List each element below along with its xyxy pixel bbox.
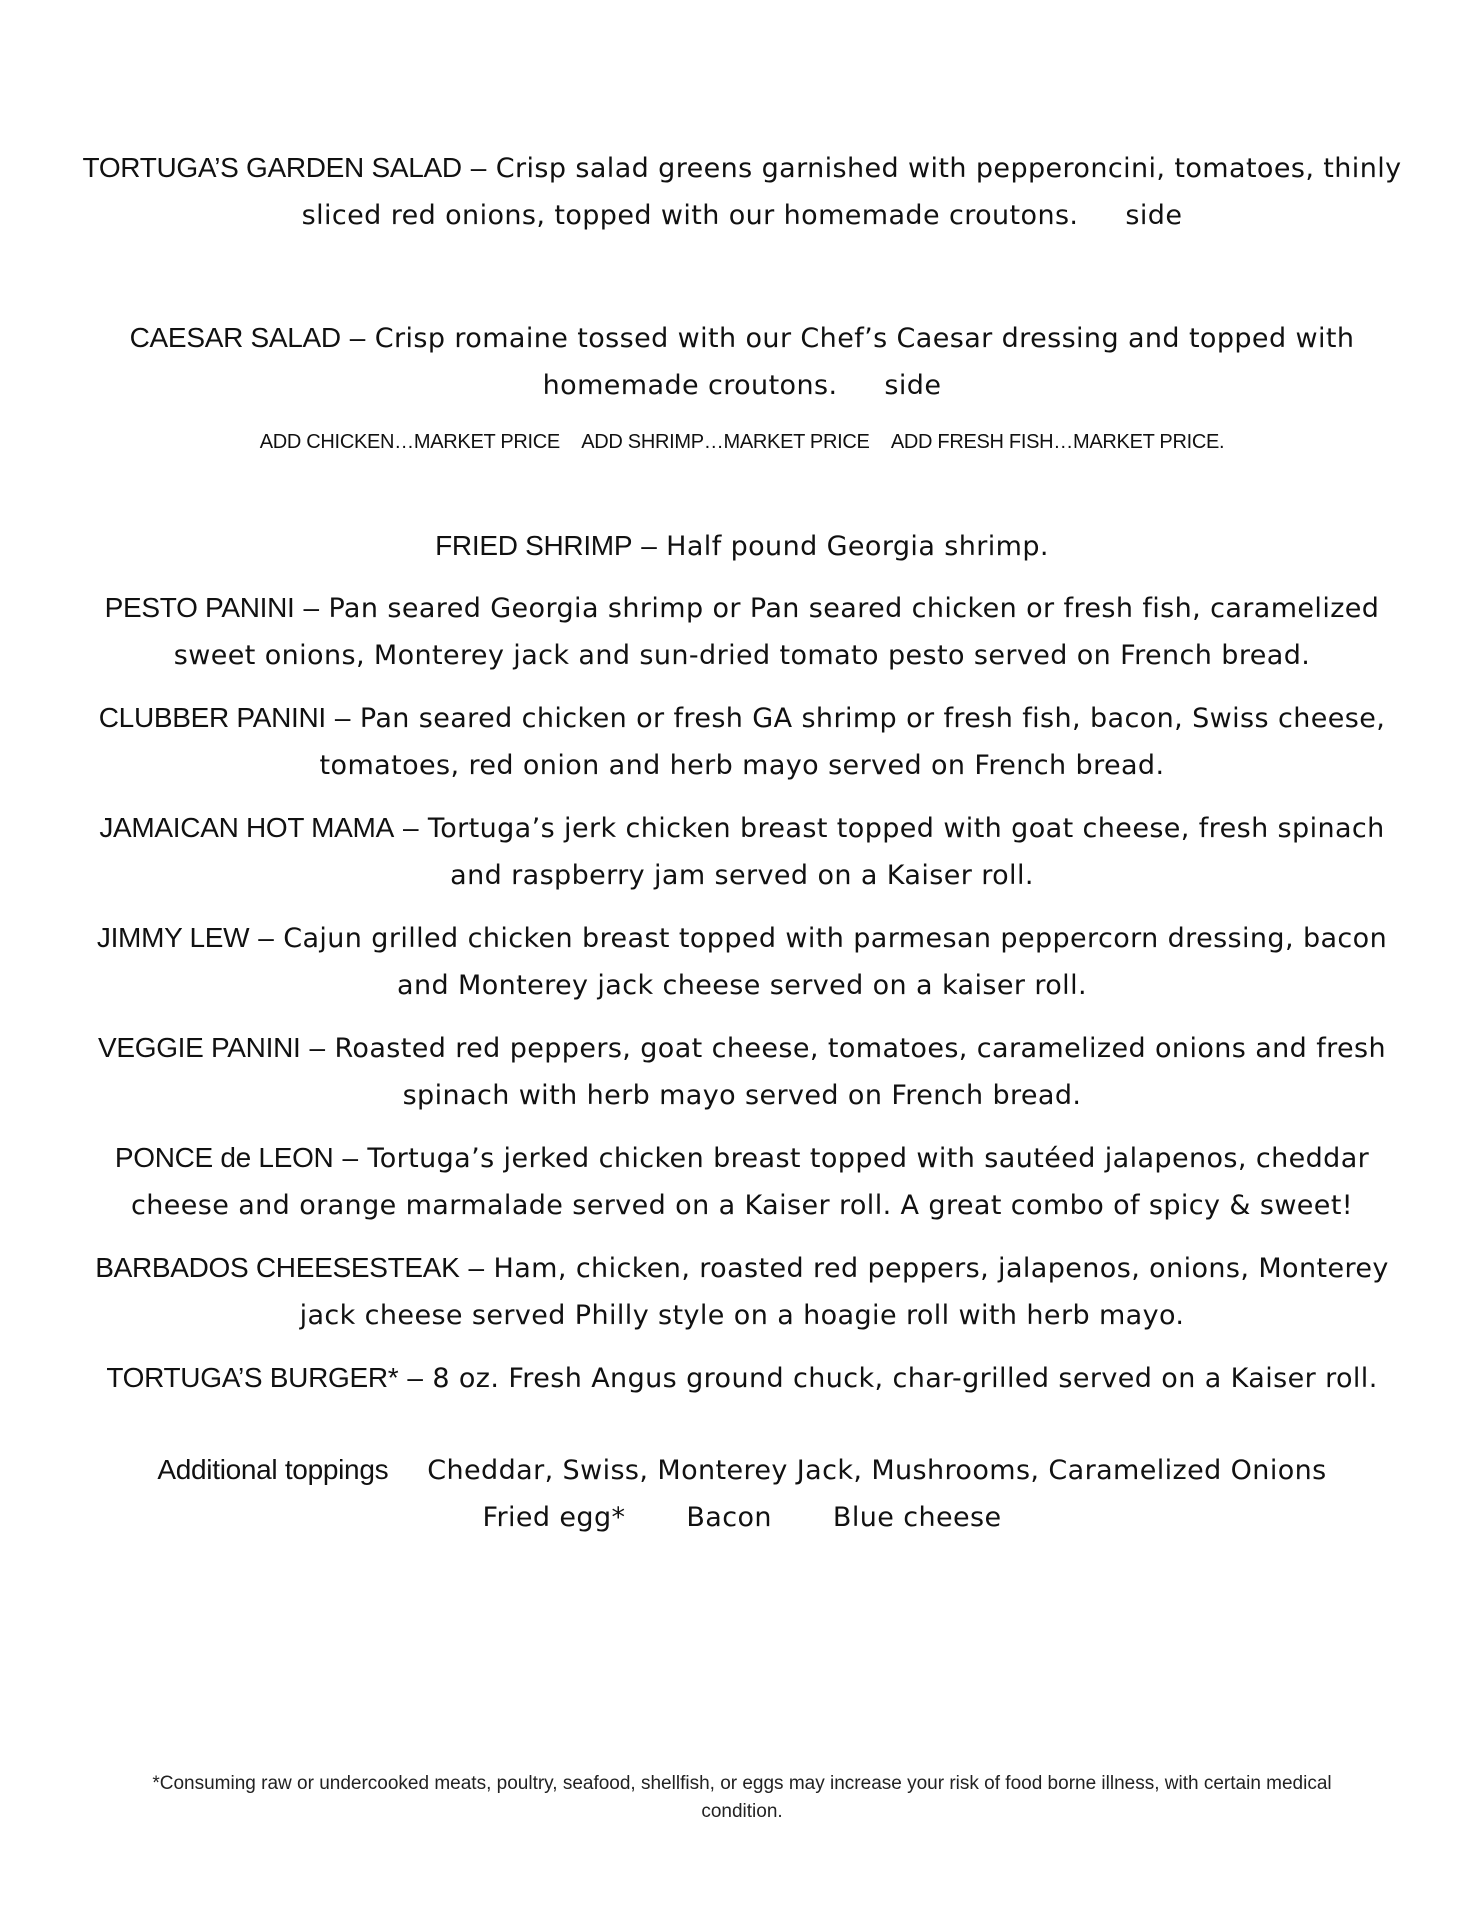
item-name: CLUBBER PANINI <box>98 702 326 733</box>
item-separator: – <box>407 1362 424 1393</box>
menu-item-pesto-panini <box>80 584 1404 679</box>
item-separator: – <box>303 592 320 623</box>
item-description: Pan seared Georgia shrimp or Pan seared chicken or fresh fish, caramelized sweet onions, Monterey jack and sun-dried tomato pesto served on French bread. <box>173 593 1380 671</box>
item-separator: – <box>342 1142 359 1173</box>
menu-item-fried-shrimp <box>80 522 1404 570</box>
menu-item-garden-salad <box>80 144 1404 239</box>
item-separator: – <box>402 812 419 843</box>
item-name: PONCE de LEON <box>114 1142 334 1173</box>
item-description: Tortuga’s jerked chicken breast topped with sautéed jalapenos, cheddar cheese and orange marmalade served on a Kaiser roll. A great combo of spicy & sweet! <box>130 1143 1370 1221</box>
item-description: Pan seared chicken or fresh GA shrimp or fresh fish, bacon, Swiss cheese, tomatoes, red onion and herb mayo served on French bread. <box>319 703 1386 781</box>
item-name: TORTUGA’S GARDEN SALAD <box>82 152 462 183</box>
item-separator: – <box>470 152 487 183</box>
addon-fresh-fish: ADD FRESH FISH…MARKET PRICE. <box>890 431 1225 453</box>
topping-fried-egg: Fried egg* <box>482 1502 626 1533</box>
menu-item-jamaican-hot-mama <box>80 804 1404 899</box>
menu-item-ponce-de-leon <box>80 1134 1404 1229</box>
item-description: Roasted red peppers, goat cheese, tomatoes, caramelized onions and fresh spinach with herb mayo served on French bread. <box>334 1033 1387 1111</box>
item-name: PESTO PANINI <box>104 592 295 623</box>
item-name: FRIED SHRIMP <box>435 530 633 561</box>
item-name: TORTUGA’S BURGER* <box>106 1362 399 1393</box>
item-name: VEGGIE PANINI <box>97 1032 301 1063</box>
item-description: Crisp salad greens garnished with pepperoncini, tomatoes, thinly sliced red onions, topped with our homemade croutons. <box>301 153 1402 231</box>
addon-chicken: ADD CHICKEN…MARKET PRICE <box>259 431 560 453</box>
item-name: JIMMY LEW <box>96 922 250 953</box>
toppings-label: Additional toppings <box>157 1454 389 1485</box>
menu-item-clubber-panini <box>80 694 1404 789</box>
item-description: 8 oz. Fresh Angus ground chuck, char-grilled served on a Kaiser roll. <box>432 1363 1378 1394</box>
item-description: Tortuga’s jerk chicken breast topped with goat cheese, fresh spinach and raspberry jam served on a Kaiser roll. <box>427 813 1385 891</box>
item-separator: – <box>641 530 658 561</box>
item-description: Cajun grilled chicken breast topped with parmesan peppercorn dressing, bacon and Monterey jack cheese served on a kaiser roll. <box>283 923 1388 1001</box>
addon-shrimp: ADD SHRIMP…MARKET PRICE <box>581 431 870 453</box>
toppings-line-2 <box>80 1494 1404 1541</box>
item-separator: – <box>258 922 275 953</box>
item-side-label: side <box>1125 200 1183 231</box>
item-name: CAESAR SALAD <box>129 322 341 353</box>
salad-addons <box>80 428 1404 456</box>
menu-item-veggie-panini <box>80 1024 1404 1119</box>
item-name: BARBADOS CHEESESTEAK <box>95 1252 460 1283</box>
topping-bacon: Bacon <box>686 1502 772 1533</box>
item-separator: – <box>309 1032 326 1063</box>
food-safety-disclaimer: *Consuming raw or undercooked meats, poultry, seafood, shellfish, or eggs may increase your risk of food borne illness, with certain medical condition. <box>152 1773 1332 1822</box>
item-separator: – <box>349 322 366 353</box>
topping-blue-cheese: Blue cheese <box>832 1502 1002 1533</box>
menu-item-jimmy-lew <box>80 914 1404 1009</box>
item-description: Ham, chicken, roasted red peppers, jalapenos, onions, Monterey jack cheese served Philly style on a hoagie roll with herb mayo. <box>299 1253 1389 1331</box>
item-description: Crisp romaine tossed with our Chef’s Caesar dressing and topped with homemade croutons. <box>374 323 1355 401</box>
menu-item-barbados-cheesesteak <box>80 1244 1404 1339</box>
toppings-list: Cheddar, Swiss, Monterey Jack, Mushrooms, Caramelized Onions <box>427 1455 1327 1486</box>
item-separator: – <box>468 1252 485 1283</box>
additional-toppings <box>80 1446 1404 1541</box>
menu-item-tortugas-burger <box>80 1354 1404 1402</box>
item-name: JAMAICAN HOT MAMA <box>99 812 394 843</box>
item-side-label: side <box>884 370 942 401</box>
item-description: Half pound Georgia shrimp. <box>666 531 1049 562</box>
menu-item-caesar-salad <box>80 314 1404 409</box>
toppings-line-1 <box>80 1446 1404 1494</box>
item-separator: – <box>334 702 351 733</box>
